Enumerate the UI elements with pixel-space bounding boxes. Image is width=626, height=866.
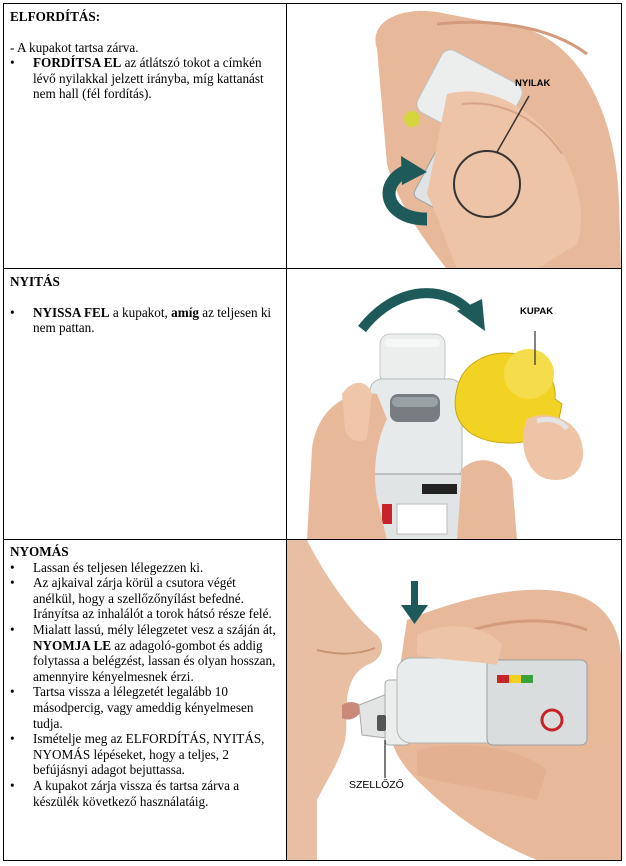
bullet-text: Az ajkaival zárja körül a csutora végét anélkül, hogy a szellőzőnyílást befedné. Irányítsa az inhalálót a torok hátsó része felé.	[33, 575, 272, 622]
bullet-glyph: •	[10, 559, 15, 575]
bullet-item	[10, 622, 280, 684]
step-row-turn	[4, 4, 621, 269]
bullet-text: a kupakot,	[109, 304, 172, 320]
bullet-item	[10, 684, 280, 731]
step-text-cell	[4, 540, 287, 860]
bullet-item	[10, 55, 280, 102]
press-illustration	[287, 540, 621, 860]
bullet-text: Lassan és teljesen lélegezzen ki.	[33, 559, 204, 575]
instruction-table	[3, 3, 622, 861]
bullet-text: Mialatt lassú, mély lélegzetet vesz a száján át,	[33, 621, 276, 637]
step-text-cell	[4, 4, 287, 268]
step-photo-press	[287, 540, 621, 860]
bullet-text: A kupakot zárja vissza és tartsa zárva a készülék következő használatáig.	[33, 777, 240, 809]
label-cap: KUPAK	[520, 306, 554, 317]
step-bullets	[10, 560, 280, 810]
turn-illustration	[287, 4, 621, 268]
step-title: NYITÁS	[10, 274, 60, 289]
bullet-glyph: •	[10, 777, 15, 793]
step-photo-turn	[287, 4, 621, 268]
bullet-item	[10, 305, 280, 336]
bullet-text: az teljesen ki nem pattan.	[33, 304, 272, 336]
bold-text: NYOMJA LE	[33, 637, 112, 653]
step-bullets	[10, 55, 280, 102]
label-arrows: NYILAK	[515, 78, 551, 89]
bullet-glyph: •	[10, 304, 15, 320]
bullet-glyph: •	[10, 575, 15, 591]
bullet-text: az átlátszó tokot a címkén lévő nyilakkal jelzett irányba, míg kattanást nem hall (fél fordítás).	[33, 55, 264, 102]
bullet-text: az adagoló-gombot és addig folytassa a belégzést, lassan és olyan hosszan, amennyire kényelmesnek érzi.	[33, 637, 276, 684]
bold-text: amíg	[171, 304, 199, 320]
step-bullets	[10, 305, 280, 336]
step-photo-open	[287, 269, 621, 539]
bullet-item	[10, 560, 280, 576]
bullet-item	[10, 575, 280, 622]
step-row-press	[4, 540, 621, 860]
bullet-glyph: •	[10, 731, 15, 747]
bullet-glyph: •	[10, 621, 15, 637]
bullet-item	[10, 778, 280, 809]
bold-text: FORDÍTSA EL	[33, 55, 122, 71]
open-illustration	[287, 269, 621, 539]
step-text-cell	[4, 269, 287, 539]
bullet-glyph: •	[10, 55, 15, 71]
bullet-item	[10, 731, 280, 778]
step-title: ELFORDÍTÁS:	[10, 9, 101, 24]
bullet-text: Ismételje meg az ELFORDÍTÁS, NYITÁS, NYOMÁS lépéseket, hogy a teljes, 2 befújásnyi adagot bejuttassa.	[33, 731, 265, 778]
bullet-glyph: •	[10, 684, 15, 700]
bold-text: NYISSA FEL	[33, 304, 110, 320]
step-intro: - A kupakot tartsa zárva.	[10, 39, 139, 55]
step-title: NYOMÁS	[10, 544, 69, 559]
bullet-text: Tartsa vissza a lélegzetét legalább 10 másodpercig, vagy ameddig kényelmesen tudja.	[33, 684, 254, 731]
step-row-open	[4, 269, 621, 540]
label-vent: SZELLŐZŐ	[349, 779, 404, 791]
